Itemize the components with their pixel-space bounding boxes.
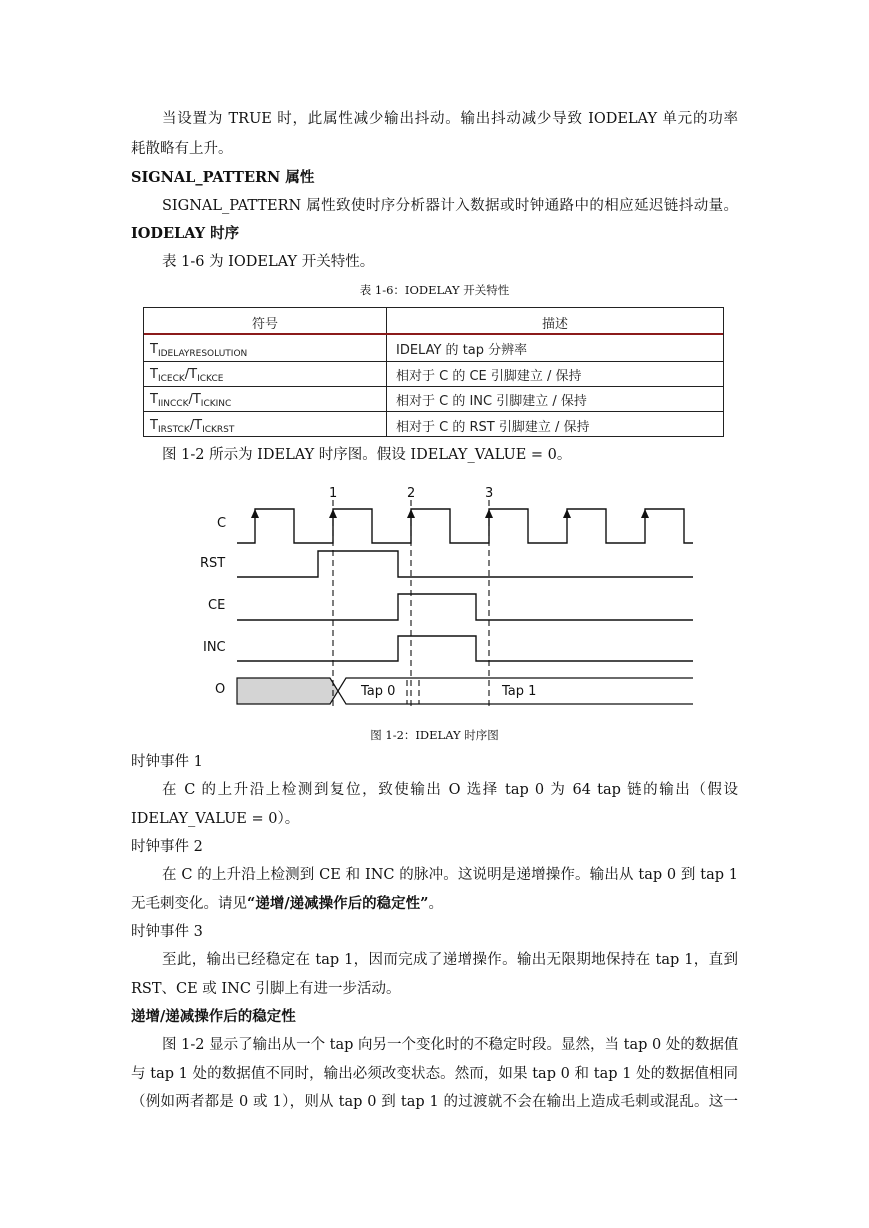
tap1-label: Tap 1 [502, 684, 537, 699]
marker-2: 2 [407, 486, 416, 501]
signal-label-o: O [215, 682, 226, 697]
table-header-desc: 描述 [541, 317, 568, 332]
clock-c-waveform [237, 509, 693, 543]
table-header-symbol: 符号 [251, 317, 278, 332]
inc-waveform [237, 636, 693, 661]
table-row-2-symbol: $T_{ICECK}/T_{ICKCE}$ [150, 367, 224, 384]
heading-iodelay-timing: IODELAY 时序 [131, 225, 240, 242]
para-3: 表 1-6 为 IODELAY 开关特性。 [162, 254, 375, 270]
table-row-1-symbol: $T_{IDELAYRESOLUTION}$ [150, 342, 248, 359]
event-3-line-1: 至此，输出已经稳定在 tap 1，因而完成了递增操作。输出无限期地保持在 tap 1，直到 [162, 952, 738, 968]
event-2-title: 时钟事件 2 [131, 839, 203, 855]
para-1-line-2: 耗散略有上升。 [131, 141, 233, 157]
table-row-1-desc: IDELAY 的 tap 分辨率 [396, 343, 528, 358]
signal-label-inc: INC [203, 640, 226, 655]
table-row-4-desc: 相对于 C 的 RST 引脚建立 / 保持 [396, 420, 590, 435]
tap0-label: Tap 0 [361, 684, 396, 699]
event-2-line-2 [131, 895, 443, 913]
para-5-line-2: 与 tap 1 处的数据值不同时，输出必须改变状态。然而，如果 tap 0 和 tap 1 处的数据值相同 [131, 1066, 738, 1082]
table-row-2-desc: 相对于 C 的 CE 引脚建立 / 保持 [396, 369, 582, 384]
idelay-timing-diagram [0, 470, 869, 730]
para-1-line-1: 当设置为 TRUE 时，此属性减少输出抖动。输出抖动减少导致 IODELAY 单元的功率 [162, 111, 738, 127]
table-caption: 表 1-6：IODELAY 开关特性 [359, 283, 510, 297]
switching-characteristics-table [143, 307, 724, 437]
signal-label-c: C [217, 516, 227, 531]
para-2: SIGNAL_PATTERN 属性致使时序分析器计入数据或时钟通路中的相应延迟链抖动量。 [162, 198, 738, 214]
table-row-3-desc: 相对于 C 的 INC 引脚建立 / 保持 [396, 394, 587, 409]
event-2-line-2-text: 无毛刺变化。请见 [131, 896, 247, 912]
marker-3: 3 [485, 486, 494, 501]
signal-label-ce: CE [208, 598, 226, 613]
event-1-line-1: 在 C 的上升沿上检测到复位，致使输出 O 选择 tap 0 为 64 tap 链的输出（假设 [162, 782, 738, 798]
event-3-line-2: RST、CE 或 INC 引脚上有进一步活动。 [131, 981, 401, 997]
heading-signal-pattern: SIGNAL_PATTERN 属性 [131, 169, 315, 186]
para-5-line-3: （例如两者都是 0 或 1），则从 tap 0 到 tap 1 的过渡就不会在输出上造成毛刺或混乱。这一 [131, 1094, 738, 1110]
ce-waveform [237, 594, 693, 620]
event-2-line-1: 在 C 的上升沿上检测到 CE 和 INC 的脉冲。这说明是递增操作。输出从 tap 0 到 tap 1 [162, 867, 738, 883]
event-1-line-2: IDELAY_VALUE = 0）。 [131, 811, 300, 827]
para-4: 图 1-2 所示为 IDELAY 时序图。假设 IDELAY_VALUE = 0。 [162, 447, 572, 463]
table-row-3-symbol: $T_{IINCCK}/T_{ICKINC}$ [150, 392, 232, 409]
heading-stability: 递增/递减操作后的稳定性 [131, 1008, 296, 1025]
para-5-line-1: 图 1-2 显示了输出从一个 tap 向另一个变化时的不稳定时段。显然，当 tap 0 处的数据值 [162, 1037, 739, 1053]
event-2-line-2-end: 。 [428, 896, 443, 912]
figure-caption: 图 1-2：IDELAY 时序图 [370, 728, 499, 742]
stability-link[interactable]: “递增/递减操作后的稳定性” [247, 895, 429, 912]
o-undefined-region [237, 678, 338, 704]
event-1-title: 时钟事件 1 [131, 754, 203, 770]
signal-label-rst: RST [200, 556, 226, 571]
table-row-4-symbol: $T_{IRSTCK}/T_{ICKRST}$ [150, 418, 235, 435]
rst-waveform [237, 551, 693, 577]
event-3-title: 时钟事件 3 [131, 924, 203, 940]
marker-1: 1 [329, 486, 338, 501]
